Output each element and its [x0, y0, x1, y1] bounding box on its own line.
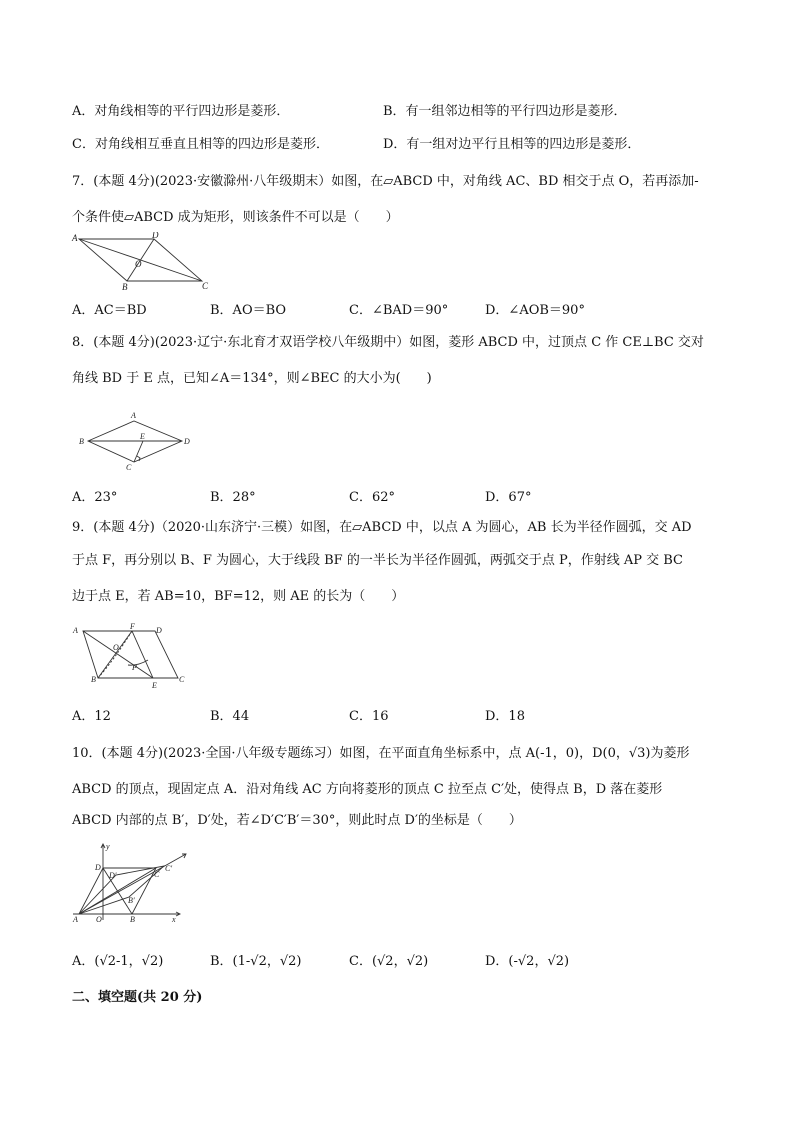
- q10-label-o: O: [96, 915, 102, 924]
- q9-construction-figure: [68, 620, 198, 692]
- q7-label-b: B: [122, 282, 128, 292]
- q6-option-d: D．有一组对边平行且相等的四边形是菱形．: [383, 137, 641, 152]
- q6-option-a: A．对角线相等的平行四边形是菱形．: [72, 104, 290, 119]
- q10-label-y: y: [106, 842, 110, 851]
- q8-label-d: D: [184, 437, 190, 446]
- q10-coordinate-figure: [68, 840, 198, 925]
- q10-option-c: C．(√2，√2): [349, 954, 429, 969]
- q6-option-c: C．对角线相互垂直且相等的四边形是菱形．: [72, 137, 329, 152]
- q7-label-o: O: [135, 259, 142, 269]
- q9-option-c: C．16: [349, 709, 389, 724]
- q10-label-d: D: [95, 863, 101, 872]
- q8-rhombus-figure: [74, 408, 199, 472]
- q10-label-b: B: [130, 915, 135, 924]
- q9-label-c: C: [179, 675, 185, 684]
- q7-option-c: C．∠BAD＝90°: [349, 303, 449, 318]
- q8-label-c: C: [126, 463, 132, 472]
- q9-label-p: P: [132, 663, 137, 672]
- q10-label-c: C: [154, 870, 160, 879]
- q10-stem-line2: ABCD 的顶点，现固定点 A．沿对角线 AC 方向将菱形的顶点 C 拉至点 C′处，使得点 B，D 落在菱形: [72, 782, 663, 797]
- q8-option-d: D．67°: [485, 490, 532, 505]
- q6-option-b: B．有一组邻边相等的平行四边形是菱形．: [383, 104, 627, 119]
- q9-option-b: B．44: [210, 709, 250, 724]
- q9-stem-line3: 边于点 E，若 AB=10，BF=12，则 AE 的长为（ ）: [72, 589, 405, 604]
- q8-label-e: E: [140, 432, 145, 441]
- q10-stem-line3: ABCD 内部的点 B′，D′处，若∠D′C′B′＝30°，则此时点 D′的坐标是（ ）: [72, 813, 522, 828]
- q10-option-b: B．(1-√2，√2): [210, 954, 302, 969]
- q9-label-d: D: [156, 626, 162, 635]
- q9-stem-line1: 9．(本题 4分)（2020·山东济宁·三模）如图，在▱ABCD 中，以点 A 为圆心，AB 长为半径作圆弧，交 AD: [72, 520, 692, 535]
- q8-label-b: B: [79, 437, 84, 446]
- q10-label-b-prime: B′: [128, 896, 135, 905]
- q10-option-a: A．(√2-1，√2): [72, 954, 164, 969]
- q10-label-a: A: [73, 915, 78, 924]
- q7-label-d: D: [152, 232, 159, 240]
- q7-option-a: A．AC＝BD: [72, 303, 147, 318]
- q8-stem-line1: 8．(本题 4分)(2023·辽宁·东北育才双语学校八年级期中）如图，菱形 ABCD 中，过顶点 C 作 CE⊥BC 交对: [72, 335, 704, 350]
- q8-option-c: C．62°: [349, 490, 395, 505]
- q7-label-c: C: [202, 281, 209, 291]
- q9-label-a: A: [73, 626, 78, 635]
- q10-label-d-prime: D′: [109, 871, 117, 880]
- q8-option-b: B．28°: [210, 490, 256, 505]
- q10-option-d: D．(-√2，√2): [485, 954, 570, 969]
- q9-label-f: F: [130, 622, 135, 631]
- q9-label-e: E: [152, 681, 157, 690]
- q7-label-a: A: [72, 233, 78, 243]
- q7-option-b: B．AO＝BO: [210, 303, 287, 318]
- q7-parallelogram-figure: [70, 232, 215, 292]
- q9-label-o: O: [113, 643, 119, 652]
- q7-option-d: D．∠AOB＝90°: [485, 303, 585, 318]
- q7-stem-line1: 7．(本题 4分)(2023·安徽滁州·八年级期末）如图，在▱ABCD 中，对角线 AC、BD 相交于点 O，若再添加-: [72, 174, 699, 189]
- q8-stem-line2: 角线 BD 于 E 点，已知∠A＝134°，则∠BEC 的大小为( ): [72, 371, 432, 386]
- q9-option-a: A．12: [72, 709, 111, 724]
- q8-label-a: A: [131, 411, 136, 420]
- q10-stem-line1: 10．(本题 4分)(2023·全国·八年级专题练习）如图，在平面直角坐标系中，点 A(-1，0)，D(0，√3)为菱形: [72, 746, 690, 761]
- q7-stem-line2: 个条件使▱ABCD 成为矩形，则该条件不可以是（ ）: [72, 210, 399, 225]
- q10-label-c-prime: C′: [165, 864, 173, 873]
- q9-label-b: B: [91, 675, 96, 684]
- q9-option-d: D．18: [485, 709, 525, 724]
- section-heading-fill-in: 二、填空题(共 20 分): [72, 990, 203, 1005]
- q10-label-x: x: [172, 915, 176, 924]
- q9-stem-line2: 于点 F，再分别以 B、F 为圆心，大于线段 BF 的一半长为半径作圆弧，两弧交于点 P，作射线 AP 交 BC: [72, 553, 683, 568]
- q8-option-a: A．23°: [72, 490, 118, 505]
